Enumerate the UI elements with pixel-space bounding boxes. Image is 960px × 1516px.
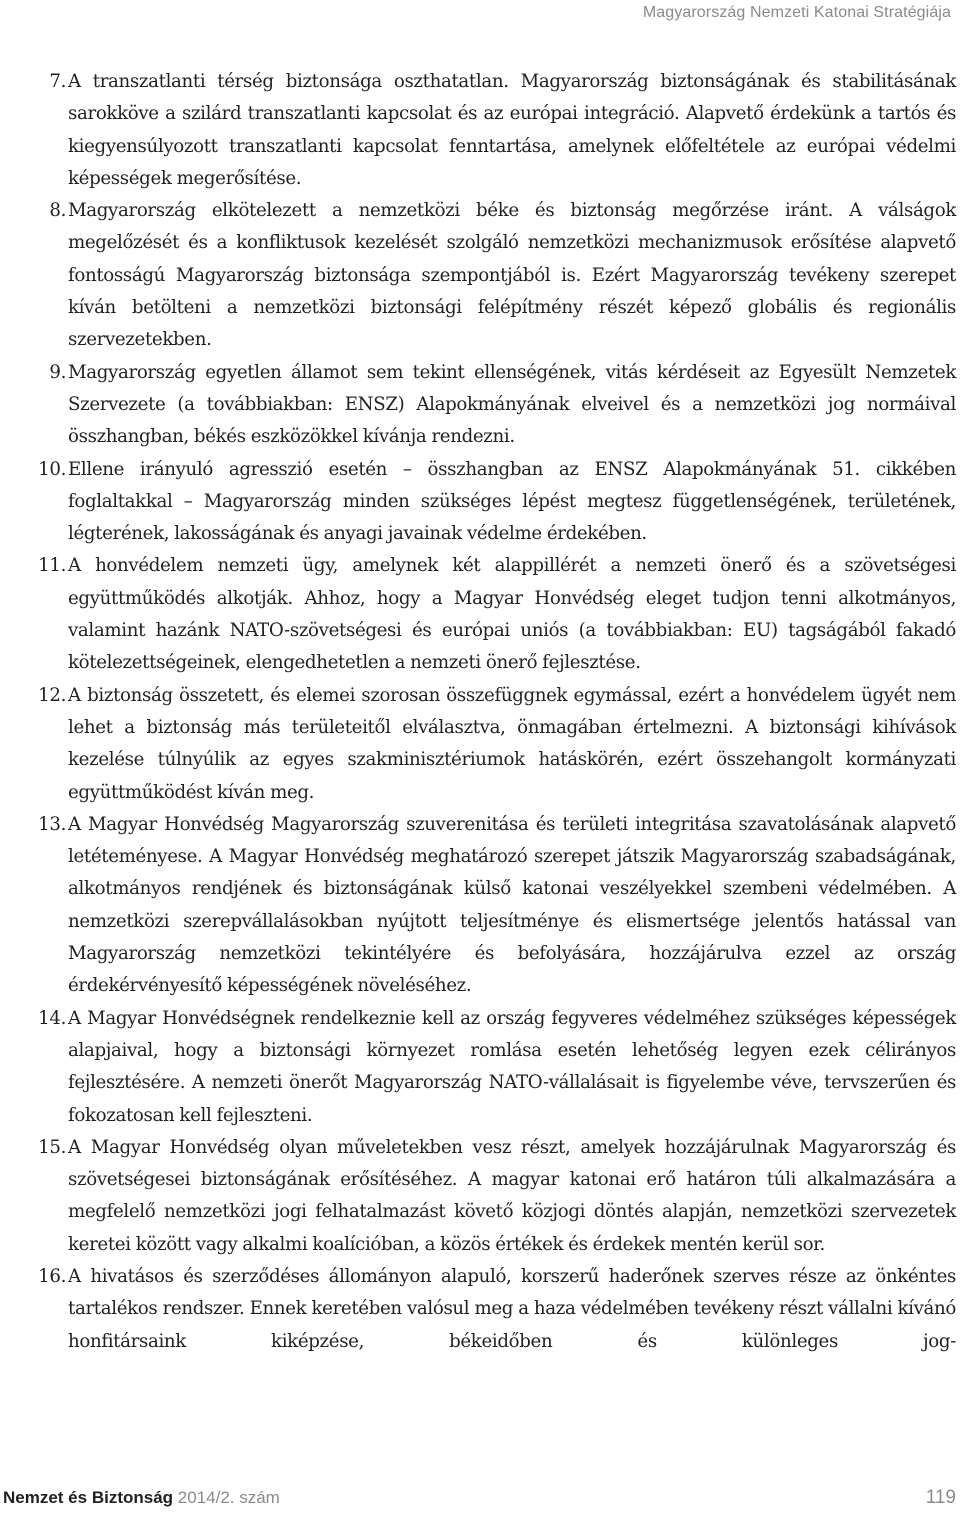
paragraph-number: 7. [49,71,66,92]
paragraph-number: 13. [38,813,66,835]
numbered-paragraph [22,809,956,1003]
numbered-paragraph [22,1003,956,1132]
numbered-paragraph [22,66,956,195]
paragraph-text: A Magyar Honvédségnek rendelkeznie kell az ország fegyveres védelméhez szükséges képességek alapjaival, hogy a biztonsági környezet romlása esetén lehetőség legyen ezek célirányos fejlesztésére. A nemzeti önerőt Magyarország NATO-vállalásait is figyelembe véve, tervszerűen és fokozatosan kell fejleszteni. [68,1007,956,1126]
page-number: 119 [925,1487,956,1508]
paragraph-text: A Magyar Honvédség olyan műveletekben vesz részt, amelyek hozzájárulnak Magyarország és szövetségesei biztonságának erősítéséhez. A magyar katonai erő határon túli alkalmazására a megfelelő nemzetközi jogi felhatalmazást követő közjogi döntés alapján, nemzetközi szervezetek keretei között vagy alkalmi koalícióban, a közös értékek és érdekek mentén kerül sor. [68,1136,956,1255]
numbered-paragraph [22,550,956,679]
paragraph-text: A biztonság összetett, és elemei szorosan összefüggnek egymással, ezért a honvédelem ügyét nem lehet a biztonság más területeitől elválasztva, önmagában értelmezni. A biztonsági kihívások kezelése túlnyúlik az egyes szakminisztériumok hatáskörén, ezért összehangolt kormányzati együttműködést kíván meg. [68,684,956,803]
paragraph-text: A honvédelem nemzeti ügy, amelynek két alappillérét a nemzeti önerő és a szövetségesi együttműködés alkotják. Ahhoz, hogy a Magyar Honvédség eleget tudjon tenni alkotmányos, valamint hazánk NATO-szövetségesi és európai uniós (a továbbiakban: EU) tagságából fakadó kötelezettségeinek, elengedhetetlen a nemzeti önerő fejlesztése. [68,555,956,674]
numbered-paragraph [22,195,956,356]
numbered-paragraph [22,680,956,809]
paragraph-number: 11. [38,555,66,577]
numbered-paragraph [22,1261,956,1358]
paragraph-number: 12. [38,684,66,706]
paragraph-text: A Magyar Honvédség Magyarország szuverenitása és területi integritása szavatolásának alapvető letéteményese. A Magyar Honvédség meghatározó szerepet játszik Magyarország szabadságának, alkotmányos rendjének és biztonságának külső katonai veszélyekkel szembeni védelmében. A nemzetközi szerepvállalásokban nyújtott teljesítménye és elismertsége jelentős hatással van Magyarország nemzetközi tekintélyére és befolyására, hozzájárulva ezzel az ország érdekérvényesítő képességének növeléséhez. [68,813,956,997]
journal-issue: 2014/2. szám [177,1488,280,1507]
paragraph-text: Magyarország elkötelezett a nemzetközi béke és biztonság megőrzése iránt. A válságok megelőzését és a konfliktusok kezelését szolgáló nemzetközi mechanizmusok erősítése alapvető fontosságú Magyarország biztonsága szempontjából is. Ezért Magyarország tevékeny szerepet kíván betölteni a nemzetközi biztonsági felépítmény részét képező globális és regionális szervezetekben. [68,200,956,351]
paragraph-number: 8. [49,200,66,222]
numbered-paragraph [22,357,956,454]
paragraph-number: 10. [38,458,66,480]
paragraph-number: 15. [38,1136,66,1158]
journal-name: Nemzet és Biztonság [3,1488,174,1507]
numbered-paragraph [22,1132,956,1261]
journal-citation [3,1488,280,1508]
paragraph-text: A transzatlanti térség biztonsága oszthatatlan. Magyarország biztonságának és stabilitásának sarokköve a szilárd transzatlanti kapcsolat és az európai integráció. Alapvető érdekünk a tartós és kiegyensúlyozott transzatlanti kapcsolat fenntartása, amelynek előfeltétele az európai védelmi képességek megerősítése. [68,71,956,189]
paragraph-text: Magyarország egyetlen államot sem tekint ellenségének, vitás kérdéseit az Egyesült Nemzetek Szervezete (a továbbiakban: ENSZ) Alapokmányának elveivel és a nemzetközi jog normáival összhangban, békés eszközökkel kívánja rendezni. [68,361,956,448]
paragraph-number: 14. [38,1007,66,1029]
paragraph-number: 16. [38,1265,66,1287]
running-header: Magyarország Nemzeti Katonai Stratégiája [642,4,951,21]
article-body [22,66,956,1358]
page-footer [0,1488,960,1516]
paragraph-number: 9. [49,361,66,383]
numbered-paragraph [22,454,956,551]
paragraph-text: Ellene irányuló agresszió esetén – összhangban az ENSZ Alapokmányának 51. cikkében foglaltakkal – Magyarország minden szükséges lépést megtesz függetlenségének, területének, légterének, lakosságának és anyagi javainak védelme érdekében. [68,458,956,545]
paragraph-text: A hivatásos és szerződéses állományon alapuló, korszerű haderőnek szerves része az önkéntes tartalékos rendszer. Ennek keretében valósul meg a haza védelmében tevékeny részt vállalni kívánó honfitársaink kiképzése, békeidőben és különleges jog- [68,1265,956,1352]
